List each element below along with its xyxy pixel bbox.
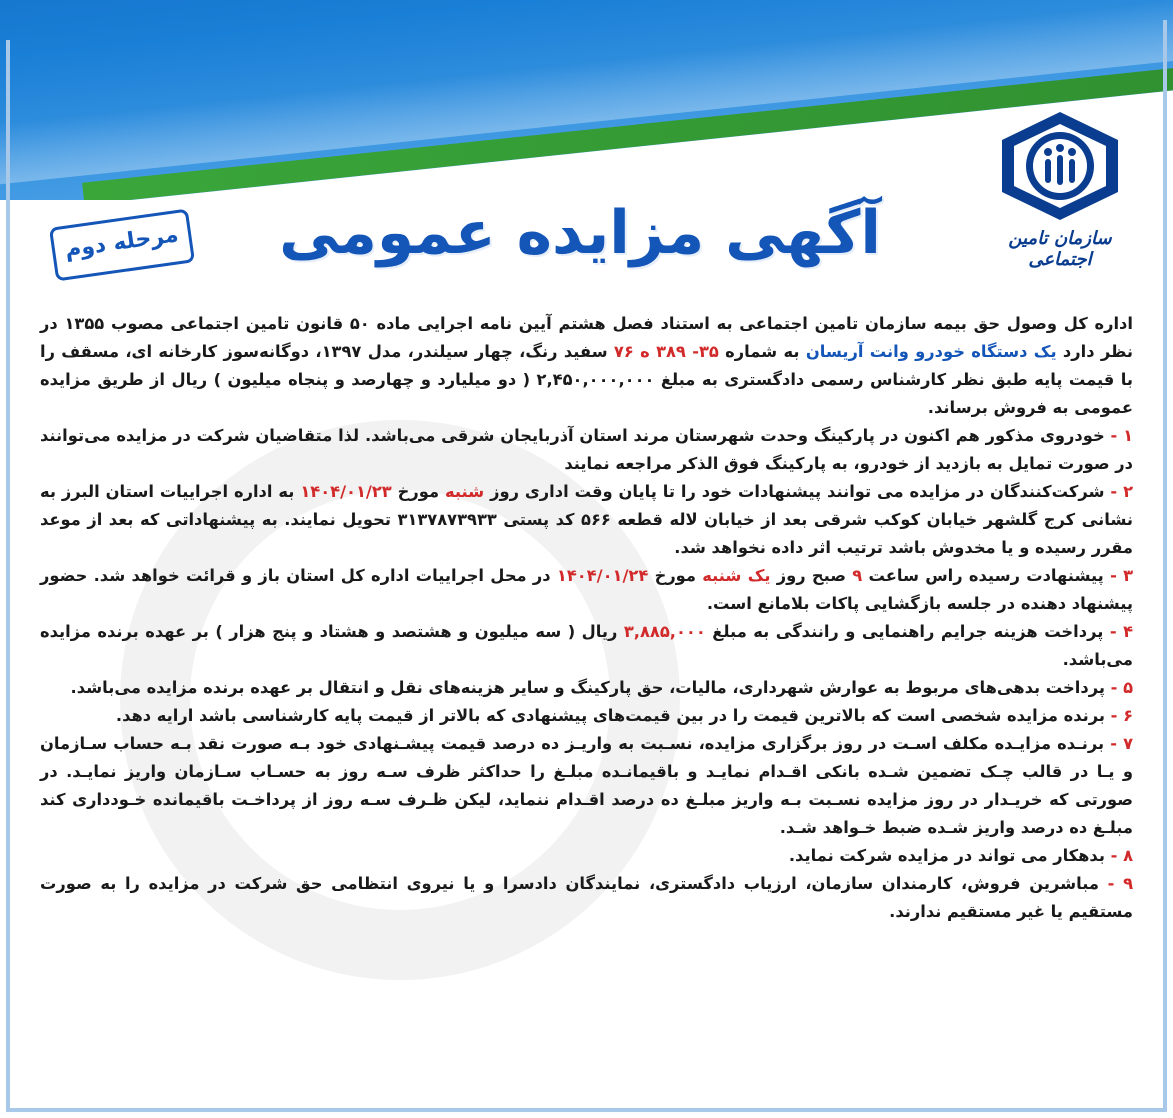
intro-paragraph: [40, 310, 1133, 422]
opening-date: ۱۴۰۴/۰۱/۲۴: [556, 566, 649, 585]
intro-text: سفید رنگ، چهار سیلندر، مدل ۱۳۹۷، دوگانه‌سوز کارخانه ای، مسقف را با قیمت پایه طبق نظر کارشناس رسمی دادگستری به مبلغ ۲,۴۵۰,۰۰۰,۰۰۰ ( دو میلیارد و چهارصد و پنجاه میلیون ) ریال از طریق مزایده عمومی به فروش برساند.: [40, 342, 1133, 417]
item-text: شرکت‌کنندگان در مزایده می توانند پیشنهادات خود را تا پایان وقت اداری روز: [484, 482, 1105, 501]
list-item: [40, 870, 1133, 926]
item-text: صبح روز: [770, 566, 853, 585]
item-number: ۷ -: [1110, 734, 1133, 753]
vehicle-name: یک دستگاه خودرو وانت آریسان: [805, 342, 1057, 361]
org-logo: [990, 108, 1130, 270]
notice-body: [40, 310, 1133, 1110]
plate-number: ۳۵- ۳۸۹ ه ۷۶: [613, 342, 719, 361]
deadline-date: ۱۴۰۴/۰۱/۲۳: [300, 482, 392, 501]
deadline-day: شنبه: [444, 482, 485, 501]
item-number: ۲ -: [1110, 482, 1134, 501]
org-name: سازمان تامین اجتماعی: [1008, 228, 1112, 270]
list-item: [40, 730, 1133, 842]
item-number: ۵ -: [1110, 678, 1133, 697]
frame-border-left: [6, 40, 10, 1110]
item-text: در محل اجراییات اداره کل استان باز و قرائت خواهد شد. حضور پیشنهاد دهنده در جلسه بازگشایی پاکات بلامانع است.: [40, 566, 1133, 613]
item-text: پیشنهادت رسیده راس ساعت: [862, 566, 1104, 585]
item-text: مورخ: [648, 566, 703, 585]
list-item: [40, 562, 1133, 618]
item-text: مباشرین فروش، کارمندان سازمان، ارزیاب دادگستری، نمایندگان دادسرا و یا نیروی انتظامی حق شرکت در مزایده را به صورت مستقیم یا غیر مستقیم ندارند.: [40, 874, 1133, 921]
list-item: [40, 422, 1133, 478]
item-number: ۶ -: [1110, 706, 1133, 725]
item-number: ۸ -: [1110, 846, 1133, 865]
stage-badge: مرحله دوم: [49, 209, 195, 282]
item-text: بدهکار می تواند در مزایده شرکت نماید.: [788, 846, 1105, 865]
item-number: ۴ -: [1109, 622, 1134, 641]
item-text: پرداخت بدهی‌های مربوط به عوارش شهرداری، مالیات، حق پارکینگ و سایر هزینه‌های نقل و انتقال بر عهده برنده مزایده می‌باشد.: [70, 678, 1105, 697]
item-number: ۹ -: [1107, 874, 1133, 893]
intro-text: به شماره: [718, 342, 806, 361]
item-text: برنده مزایده شخصی است که بالاترین قیمت را در بین قیمت‌های پیشنهادی که بالاتر از قیمت پایه کارشناسی باشد ارایه دهد.: [115, 706, 1105, 725]
item-text: مورخ: [391, 482, 445, 501]
page-title: آگهی مزایده عمومی: [279, 198, 881, 268]
item-text: ریال ( سه میلیون و هشتصد و هشتاد و پنج هزار ) بر عهده برنده مزایده می‌باشد.: [40, 622, 1133, 669]
item-text: خودروی مذکور هم اکنون در پارکینگ وحدت شهرستان مرند استان آذربایجان شرقی می‌باشد. لذا متقاضیان شرکت در مزایده می‌توانند در صورت تمایل به بازدید از خودرو، به پارکینگ فوق الذکر مراجعه نمایند: [40, 426, 1133, 473]
item-number: ۱ -: [1110, 426, 1133, 445]
item-text: پرداخت هزینه جرایم راهنمایی و رانندگی به مبلغ: [705, 622, 1104, 641]
item-text: به اداره اجراییات استان البرز به نشانی کرج گلشهر خیابان کوکب شرقی بعد از خیابان لاله قطعه ۵۶۶ کد پستی ۳۱۳۷۸۷۳۹۳۳ تحویل نمایند. به پیشنهاداتی که بعد از موعد مقرر رسیده و یا مخدوش باشد ترتیب اثر داده نخواهد شد.: [40, 482, 1133, 557]
list-item: [40, 842, 1133, 870]
item-text: برنـده مزایـده مکلف اسـت در روز برگزاری مزایده، نسـبت به واریـز ده درصد قیمت پیشـنهادی خود بـه صورت نقد بـه حساب سـازمان و یـا در قالب چـک تضمین شـده بانکی اقـدام نمایـد و باقیمانـده مبلـغ را حداکثر ظرف سـه روز به حسـاب سـازمان واریز نمایـد. در صورتی که خریـدار در روز مزایده نسـبت بـه واریز مبلـغ ده درصد اقـدام ننماید، لیکن ظـرف سـه روز از پرداخـت باقیمانده خـودداری کند مبلـغ ده درصد واریز شـده ضبط خـواهد شـد.: [40, 734, 1133, 837]
opening-hour: ۹: [852, 566, 863, 585]
opening-day: یک شنبه: [702, 566, 771, 585]
frame-border-right: [1163, 20, 1167, 1110]
list-item: [40, 618, 1133, 674]
item-number: ۳ -: [1110, 566, 1134, 585]
social-security-emblem-icon: [990, 108, 1130, 224]
list-item: [40, 674, 1133, 702]
list-item: [40, 478, 1133, 562]
intro-text: اداره کل وصول حق بیمه سازمان تامین اجتماعی به استناد فصل هشتم آیین نامه اجرایی ماده ۵۰ قانون تامین اجتماعی مصوب ۱۳۵۵ در نظر دارد: [40, 314, 1134, 361]
fine-amount: ۳,۸۸۵,۰۰۰: [623, 622, 706, 641]
list-item: [40, 702, 1133, 730]
